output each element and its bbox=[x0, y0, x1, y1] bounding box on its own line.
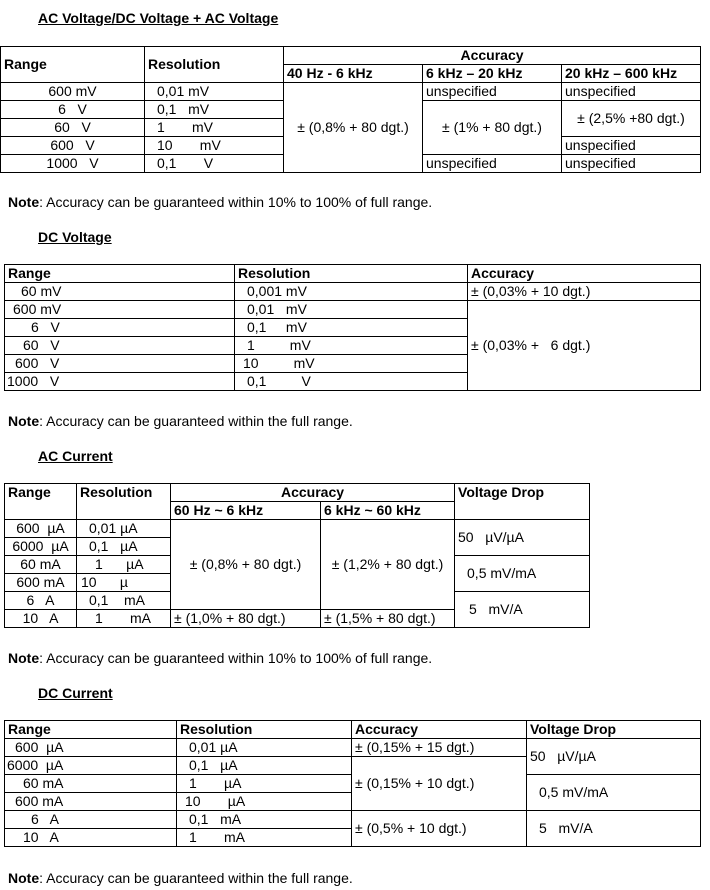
table-cell-range: 600 mA bbox=[5, 574, 77, 592]
col-header-accuracy: Accuracy bbox=[171, 484, 455, 502]
table-cell-accuracy: ± (0,03% + 6 dgt.) bbox=[468, 301, 701, 391]
table-cell-accuracy: ± (0,03% + 10 dgt.) bbox=[468, 283, 701, 301]
table-cell-range: 60 mA bbox=[5, 775, 177, 793]
col-header-accuracy: Accuracy bbox=[284, 47, 701, 65]
table-cell-voltage-drop: 0,5 mV/mA bbox=[527, 775, 701, 811]
table-cell-range: 600 µA bbox=[5, 520, 77, 538]
ac-voltage-note bbox=[8, 194, 432, 210]
table-cell-accuracy: unspecified bbox=[562, 155, 701, 173]
table-cell-range: 60 mV bbox=[5, 283, 235, 301]
table-cell-resolution: 0,01 µA bbox=[77, 520, 171, 538]
table-cell-resolution: 0,1 V bbox=[145, 155, 284, 173]
note-label: Note bbox=[8, 413, 40, 429]
table-cell-resolution: 1 µA bbox=[77, 556, 171, 574]
ac-voltage-table bbox=[0, 46, 701, 173]
dc-voltage-table bbox=[4, 264, 701, 391]
col-header-resolution: Resolution bbox=[235, 265, 468, 283]
table-cell-range: 6000 µA bbox=[5, 538, 77, 556]
table-cell-accuracy: ± (0,5% + 10 dgt.) bbox=[352, 811, 527, 847]
note-label: Note bbox=[8, 870, 40, 886]
note-text: : Accuracy can be guaranteed within the full range. bbox=[39, 413, 353, 429]
table-cell-resolution: 1 mV bbox=[235, 337, 468, 355]
table-cell-accuracy: ± (0,15% + 15 dgt.) bbox=[352, 739, 527, 757]
table-cell-range: 60 V bbox=[5, 337, 235, 355]
table-cell-accuracy: unspecified bbox=[423, 155, 562, 173]
table-cell-resolution: 0,1 mV bbox=[145, 101, 284, 119]
table-cell-voltage-drop: 5 mV/A bbox=[455, 592, 590, 628]
table-cell-accuracy: unspecified bbox=[562, 137, 701, 155]
ac-current-table bbox=[4, 483, 590, 628]
table-cell-resolution: 0,01 mV bbox=[145, 83, 284, 101]
table-cell-resolution: 10 µA bbox=[177, 793, 352, 811]
table-cell-range: 600 mA bbox=[5, 793, 177, 811]
table-cell-range: 600 µA bbox=[5, 739, 177, 757]
note-label: Note bbox=[8, 650, 40, 666]
table-cell-range: 6000 µA bbox=[5, 757, 177, 775]
table-cell-range: 1000 V bbox=[5, 373, 235, 391]
col-header-band-60hz-6khz: 60 Hz ~ 6 kHz bbox=[171, 502, 321, 520]
col-header-range: Range bbox=[5, 484, 77, 520]
col-header-band-6khz-60khz: 6 kHz ~ 60 kHz bbox=[321, 502, 455, 520]
table-cell-voltage-drop: 5 mV/A bbox=[527, 811, 701, 847]
col-header-band-6khz-20khz: 6 kHz – 20 kHz bbox=[423, 65, 562, 83]
col-header-resolution: Resolution bbox=[145, 47, 284, 83]
table-cell-range: 600 mV bbox=[1, 83, 145, 101]
note-label: Note bbox=[8, 194, 40, 210]
table-cell-range: 10 A bbox=[5, 610, 77, 628]
table-cell-voltage-drop: 0,5 mV/mA bbox=[455, 556, 590, 592]
table-cell-resolution: 0,1 mV bbox=[235, 319, 468, 337]
table-cell-range: 6 V bbox=[5, 319, 235, 337]
ac-current-heading: AC Current bbox=[38, 448, 113, 464]
col-header-range: Range bbox=[5, 265, 235, 283]
dc-current-note bbox=[8, 870, 353, 886]
col-header-voltage-drop: Voltage Drop bbox=[527, 721, 701, 739]
table-cell-range: 600 V bbox=[5, 355, 235, 373]
table-cell-resolution: 0,01 mV bbox=[235, 301, 468, 319]
table-cell-range: 6 V bbox=[1, 101, 145, 119]
col-header-resolution: Resolution bbox=[177, 721, 352, 739]
table-cell-range: 60 mA bbox=[5, 556, 77, 574]
col-header-range: Range bbox=[1, 47, 145, 83]
table-cell-accuracy: ± (0,8% + 80 dgt.) bbox=[171, 520, 321, 610]
note-text: : Accuracy can be guaranteed within the full range. bbox=[39, 870, 353, 886]
table-cell-resolution: 10 µ bbox=[77, 574, 171, 592]
ac-current-note bbox=[8, 650, 432, 666]
note-text: : Accuracy can be guaranteed within 10% to 100% of full range. bbox=[39, 650, 433, 666]
col-header-range: Range bbox=[5, 721, 177, 739]
ac-voltage-heading: AC Voltage/DC Voltage + AC Voltage bbox=[38, 10, 279, 26]
table-cell-resolution: 10 mV bbox=[235, 355, 468, 373]
col-header-voltage-drop: Voltage Drop bbox=[455, 484, 590, 520]
table-cell-resolution: 10 mV bbox=[145, 137, 284, 155]
table-cell-range: 6 A bbox=[5, 811, 177, 829]
table-cell-resolution: 1 mV bbox=[145, 119, 284, 137]
table-cell-resolution: 0,001 mV bbox=[235, 283, 468, 301]
table-cell-resolution: 1 mA bbox=[177, 829, 352, 847]
table-cell-resolution: 1 mA bbox=[77, 610, 171, 628]
note-text: : Accuracy can be guaranteed within 10% to 100% of full range. bbox=[39, 194, 433, 210]
col-header-resolution: Resolution bbox=[77, 484, 171, 520]
col-header-accuracy: Accuracy bbox=[352, 721, 527, 739]
dc-voltage-note bbox=[8, 413, 353, 429]
table-cell-resolution: 1 µA bbox=[177, 775, 352, 793]
col-header-accuracy: Accuracy bbox=[468, 265, 701, 283]
table-cell-resolution: 0,1 mA bbox=[77, 592, 171, 610]
table-cell-accuracy: ± (1,2% + 80 dgt.) bbox=[321, 520, 455, 610]
table-cell-accuracy: ± (2,5% +80 dgt.) bbox=[562, 101, 701, 137]
table-cell-resolution: 0,1 µA bbox=[177, 757, 352, 775]
table-cell-voltage-drop: 50 µV/µA bbox=[455, 520, 590, 556]
table-cell-range: 600 V bbox=[1, 137, 145, 155]
col-header-band-20khz-600khz: 20 kHz – 600 kHz bbox=[562, 65, 701, 83]
table-cell-range: 60 V bbox=[1, 119, 145, 137]
table-cell-accuracy: unspecified bbox=[423, 83, 562, 101]
dc-current-table bbox=[4, 720, 701, 847]
table-cell-accuracy: unspecified bbox=[562, 83, 701, 101]
table-cell-resolution: 0,1 V bbox=[235, 373, 468, 391]
table-cell-resolution: 0,1 µA bbox=[77, 538, 171, 556]
table-cell-accuracy: ± (1% + 80 dgt.) bbox=[423, 101, 562, 155]
table-cell-range: 10 A bbox=[5, 829, 177, 847]
table-cell-accuracy: ± (1,5% + 80 dgt.) bbox=[321, 610, 455, 628]
table-cell-accuracy: ± (0,8% + 80 dgt.) bbox=[284, 83, 423, 173]
table-cell-resolution: 0,01 µA bbox=[177, 739, 352, 757]
col-header-band-40hz-6khz: 40 Hz - 6 kHz bbox=[284, 65, 423, 83]
table-cell-voltage-drop: 50 µV/µA bbox=[527, 739, 701, 775]
table-cell-accuracy: ± (1,0% + 80 dgt.) bbox=[171, 610, 321, 628]
table-cell-resolution: 0,1 mA bbox=[177, 811, 352, 829]
table-cell-range: 1000 V bbox=[1, 155, 145, 173]
table-cell-range: 600 mV bbox=[5, 301, 235, 319]
dc-current-heading: DC Current bbox=[38, 685, 113, 701]
table-cell-accuracy: ± (0,15% + 10 dgt.) bbox=[352, 757, 527, 811]
dc-voltage-heading: DC Voltage bbox=[38, 229, 112, 245]
table-cell-range: 6 A bbox=[5, 592, 77, 610]
